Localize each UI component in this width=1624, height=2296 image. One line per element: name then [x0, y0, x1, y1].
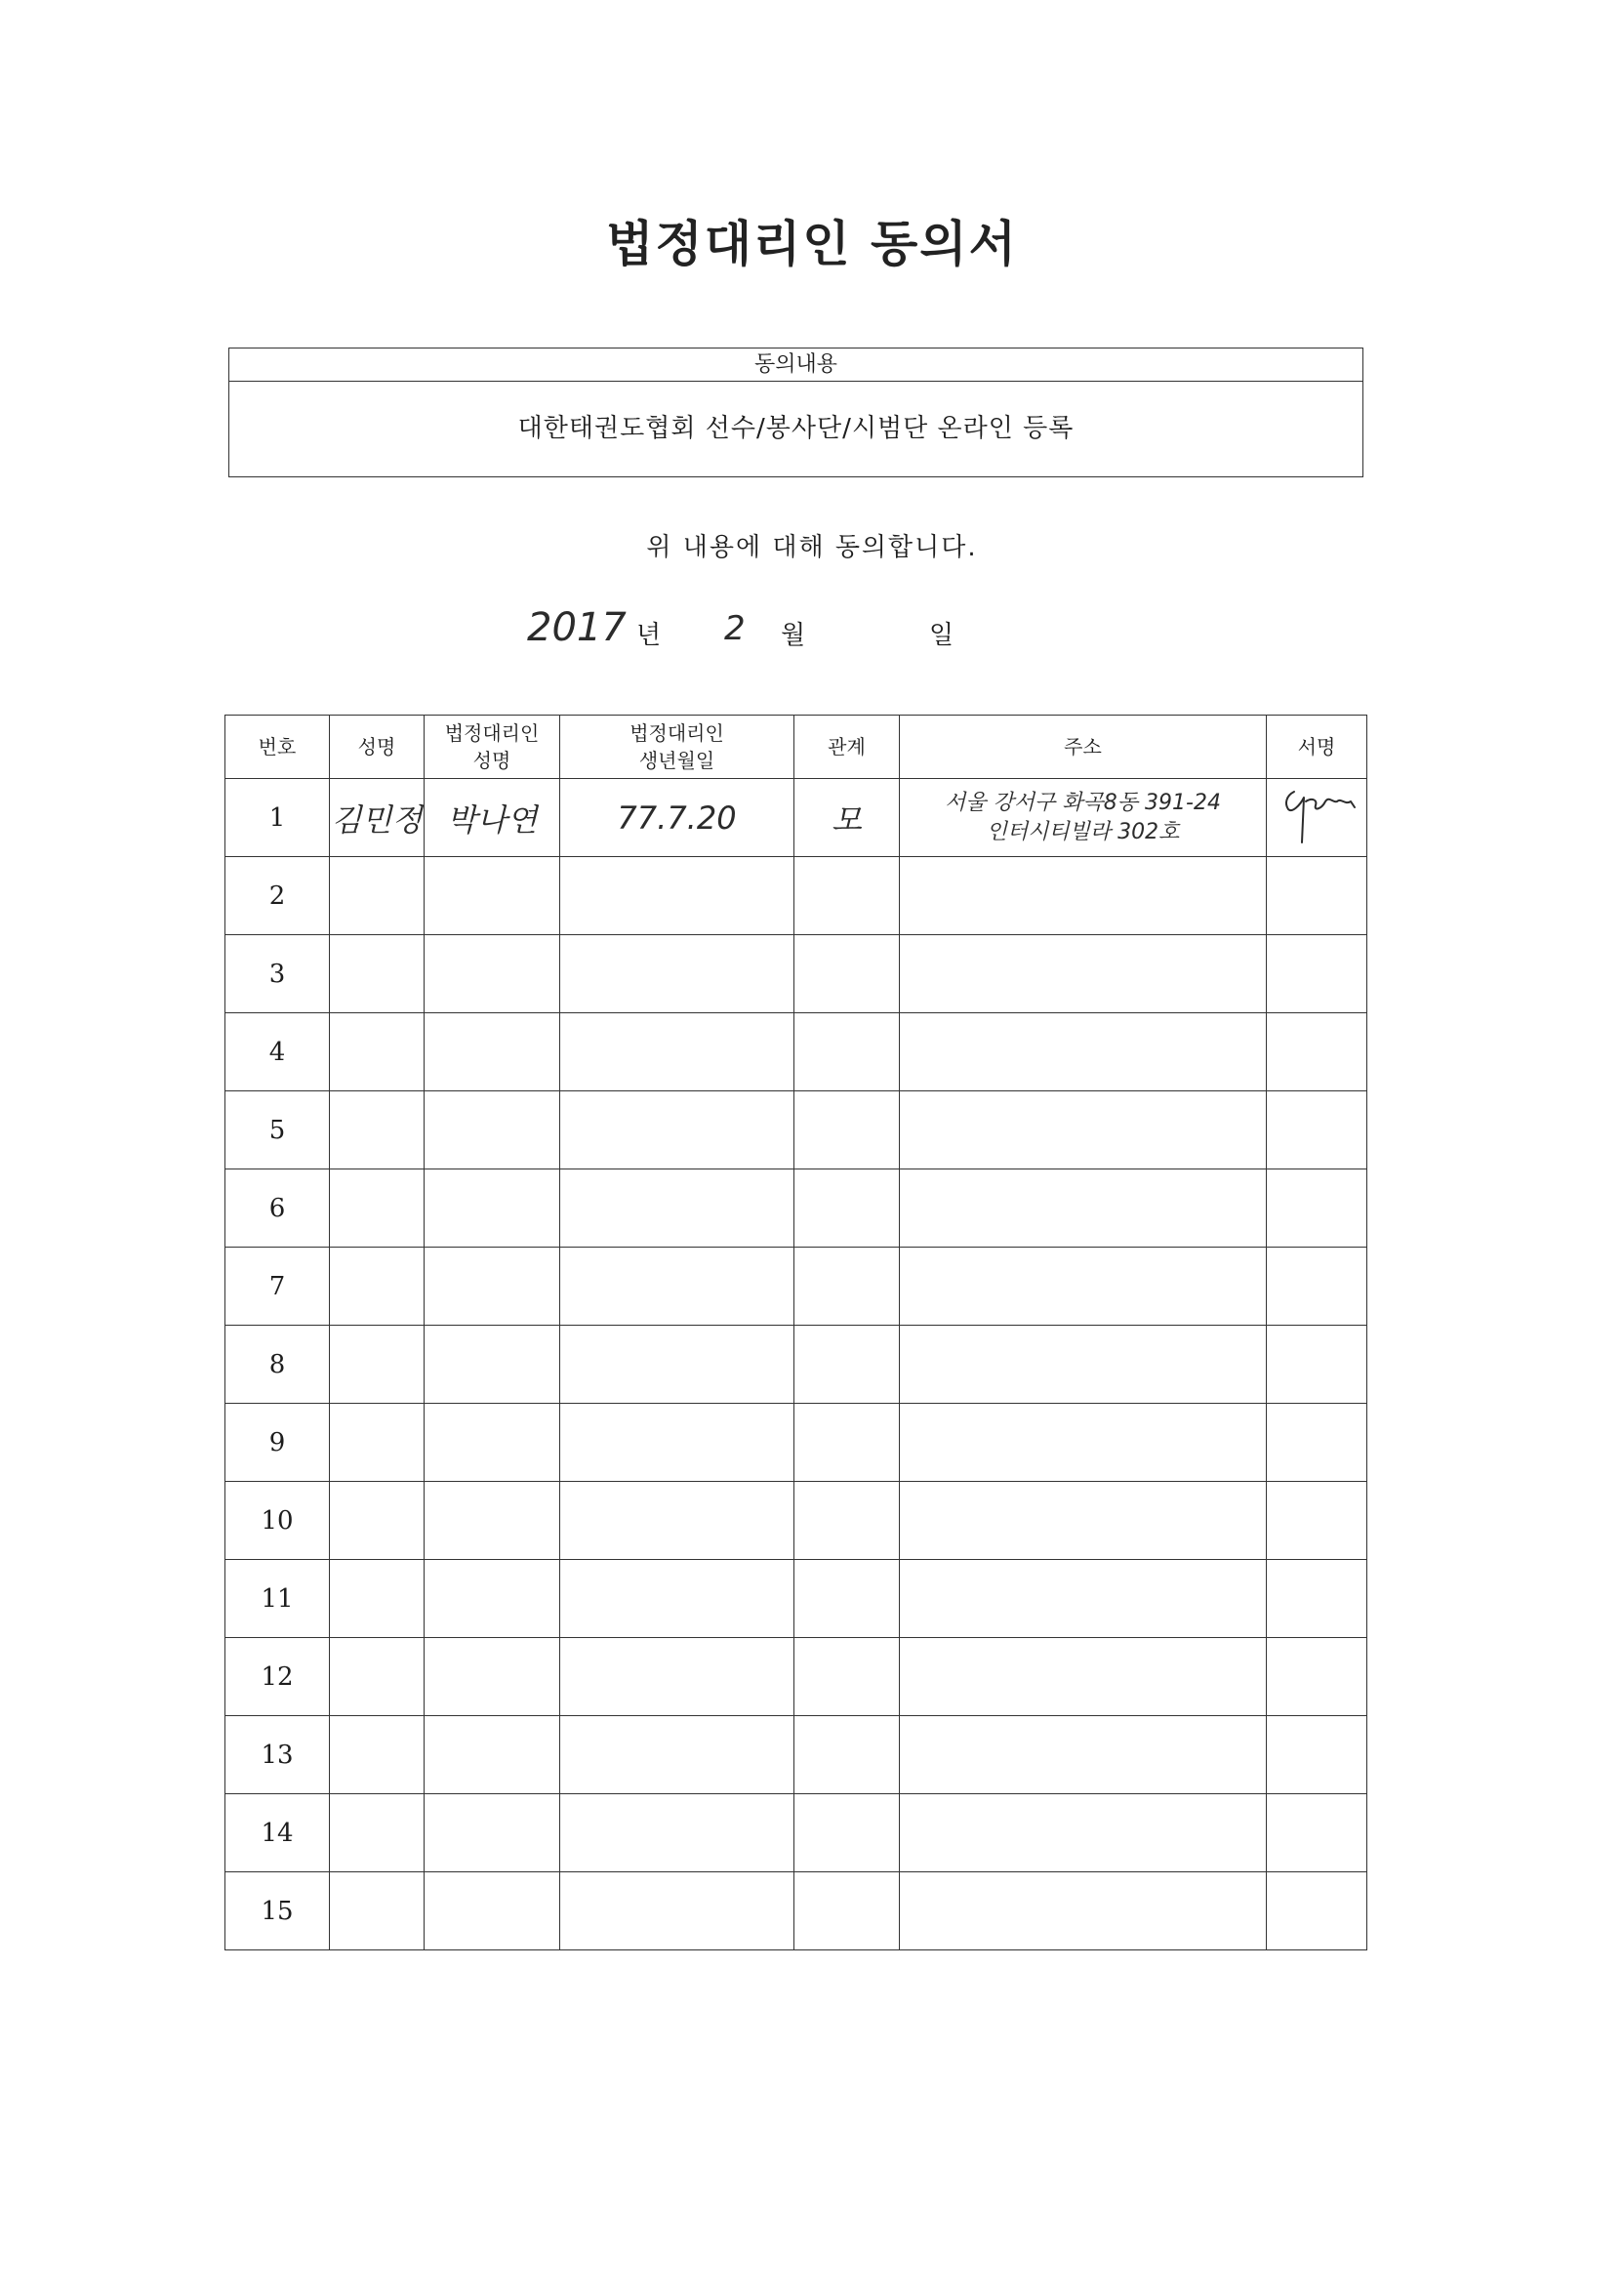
date-month-value: 2	[724, 609, 746, 648]
guardian-birth-cell	[560, 779, 794, 857]
relation-cell	[794, 935, 900, 1013]
relation-cell	[794, 1326, 900, 1404]
address-cell	[900, 1013, 1267, 1091]
address-cell	[900, 1248, 1267, 1326]
row-number-cell: 6	[225, 1169, 330, 1248]
signature-cell	[1267, 1716, 1367, 1794]
guardian-birth-cell	[560, 1248, 794, 1326]
signature-cell	[1267, 1872, 1367, 1950]
address-cell	[900, 1872, 1267, 1950]
relation-cell	[794, 1404, 900, 1482]
participant-name-cell	[330, 857, 425, 935]
header-name: 성명	[330, 716, 425, 779]
document-title: 법정대리인 동의서	[606, 216, 1018, 272]
guardian-name-cell	[425, 1638, 560, 1716]
agreement-statement: 위 내용에 대해 동의합니다.	[646, 533, 978, 562]
row-number-cell: 1	[225, 779, 330, 857]
table-row	[225, 1326, 1367, 1404]
relation-cell	[794, 1169, 900, 1248]
participant-name-cell	[330, 1326, 425, 1404]
participant-name-cell	[330, 1638, 425, 1716]
participant-name-cell	[330, 1482, 425, 1560]
guardian-birth-cell	[560, 857, 794, 935]
date-year-label: 년	[636, 621, 662, 650]
address-cell	[900, 1169, 1267, 1248]
guardian-name-cell	[425, 1560, 560, 1638]
guardian-name-cell	[425, 1326, 560, 1404]
guardian-birth-cell	[560, 1638, 794, 1716]
guardian-name-cell	[425, 779, 560, 857]
address-line-1: 서울 강서구 화곡8동 391-24	[945, 790, 1221, 815]
participant-name-cell	[330, 1794, 425, 1872]
guardian-birth-cell	[560, 1013, 794, 1091]
participant-name-cell	[330, 1248, 425, 1326]
date-day-label: 일	[929, 621, 954, 650]
row-number-cell: 13	[225, 1716, 330, 1794]
participant-name-cell	[330, 1013, 425, 1091]
participant-name-cell	[330, 1169, 425, 1248]
guardian-birth-cell	[560, 935, 794, 1013]
table-row	[225, 1013, 1367, 1091]
signature-cell	[1267, 1638, 1367, 1716]
table-header-row	[225, 716, 1367, 779]
participant-name: 김민정	[331, 800, 423, 839]
handwritten-signature-icon	[1273, 784, 1360, 852]
table-row	[225, 1248, 1367, 1326]
guardian-birth-cell	[560, 1091, 794, 1169]
signature-cell	[1267, 1482, 1367, 1560]
participant-name-cell	[330, 779, 425, 857]
guardian-name-cell	[425, 1872, 560, 1950]
signature-cell	[1267, 1248, 1367, 1326]
guardian-birth-cell	[560, 1169, 794, 1248]
relation-cell	[794, 1248, 900, 1326]
consent-header: 동의내용	[229, 348, 1362, 382]
header-relation: 관계	[794, 716, 900, 779]
address-cell	[900, 1404, 1267, 1482]
signature-cell	[1267, 1560, 1367, 1638]
row-number-cell: 10	[225, 1482, 330, 1560]
relation-cell	[794, 1794, 900, 1872]
signature-cell	[1267, 1404, 1367, 1482]
guardian-birth-cell	[560, 1560, 794, 1638]
relation-value: 모	[832, 800, 862, 839]
guardian-name-cell	[425, 1169, 560, 1248]
consent-content: 대한태권도협회 선수/봉사단/시범단 온라인 등록	[517, 414, 1075, 443]
row-number-cell: 11	[225, 1560, 330, 1638]
guardian-name-cell	[425, 1091, 560, 1169]
date-month-label: 월	[781, 621, 806, 650]
address-cell	[900, 1794, 1267, 1872]
header-number: 번호	[225, 716, 330, 779]
guardian-name-cell	[425, 1716, 560, 1794]
table-row	[225, 1404, 1367, 1482]
address-cell	[900, 935, 1267, 1013]
guardian-name-cell	[425, 857, 560, 935]
guardian-name-cell	[425, 1013, 560, 1091]
address-cell	[900, 1560, 1267, 1638]
guardian-name-cell	[425, 1794, 560, 1872]
table-row	[225, 1560, 1367, 1638]
relation-cell	[794, 1716, 900, 1794]
guardian-birthdate: 77.7.20	[617, 799, 737, 837]
row-number-cell: 5	[225, 1091, 330, 1169]
guardian-birth-cell	[560, 1404, 794, 1482]
address-cell	[900, 1638, 1267, 1716]
row-number-cell: 7	[225, 1248, 330, 1326]
table-row	[225, 935, 1367, 1013]
table-row	[225, 779, 1367, 857]
guardian-table	[224, 715, 1367, 1950]
signature-cell	[1267, 857, 1367, 935]
participant-name-cell	[330, 1560, 425, 1638]
row-number-cell: 2	[225, 857, 330, 935]
table-row	[225, 1872, 1367, 1950]
relation-cell	[794, 1872, 900, 1950]
relation-cell	[794, 1638, 900, 1716]
header-signature: 서명	[1267, 716, 1367, 779]
table-row	[225, 1638, 1367, 1716]
row-number-cell: 9	[225, 1404, 330, 1482]
signature-cell	[1267, 779, 1367, 857]
guardian-name-cell	[425, 1404, 560, 1482]
date-line	[0, 605, 1624, 664]
signature-cell	[1267, 1091, 1367, 1169]
signature-cell	[1267, 1013, 1367, 1091]
relation-cell	[794, 1482, 900, 1560]
table-row	[225, 1169, 1367, 1248]
relation-cell	[794, 1091, 900, 1169]
signature-cell	[1267, 935, 1367, 1013]
guardian-birth-cell	[560, 1326, 794, 1404]
participant-name-cell	[330, 1716, 425, 1794]
guardian-name-cell	[425, 1248, 560, 1326]
signature-cell	[1267, 1794, 1367, 1872]
guardian-name: 박나연	[446, 800, 538, 839]
signature-cell	[1267, 1169, 1367, 1248]
date-year-value: 2017	[527, 605, 627, 650]
guardian-birth-cell	[560, 1716, 794, 1794]
guardian-name-cell	[425, 1482, 560, 1560]
guardian-birth-cell	[560, 1794, 794, 1872]
consent-box	[228, 348, 1363, 477]
row-number-cell: 15	[225, 1872, 330, 1950]
signature-cell	[1267, 1326, 1367, 1404]
address-cell	[900, 1716, 1267, 1794]
participant-name-cell	[330, 935, 425, 1013]
header-guardian-birth: 법정대리인 생년월일	[560, 716, 794, 779]
table-row	[225, 1794, 1367, 1872]
guardian-birth-cell	[560, 1482, 794, 1560]
row-number-cell: 8	[225, 1326, 330, 1404]
relation-cell	[794, 1013, 900, 1091]
row-number-cell: 3	[225, 935, 330, 1013]
participant-name-cell	[330, 1404, 425, 1482]
table-row	[225, 857, 1367, 935]
address-cell	[900, 1326, 1267, 1404]
address-line-2: 인터시티빌라 302호	[986, 819, 1180, 844]
address-cell	[900, 857, 1267, 935]
row-number-cell: 12	[225, 1638, 330, 1716]
guardian-birth-cell	[560, 1872, 794, 1950]
guardian-name-cell	[425, 935, 560, 1013]
address-cell	[900, 779, 1267, 857]
row-number-cell: 4	[225, 1013, 330, 1091]
relation-cell	[794, 857, 900, 935]
header-address: 주소	[900, 716, 1267, 779]
participant-name-cell	[330, 1872, 425, 1950]
address-cell	[900, 1091, 1267, 1169]
relation-cell	[794, 779, 900, 857]
table-row	[225, 1482, 1367, 1560]
table-row	[225, 1091, 1367, 1169]
table-row	[225, 1716, 1367, 1794]
address-cell	[900, 1482, 1267, 1560]
row-number-cell: 14	[225, 1794, 330, 1872]
relation-cell	[794, 1560, 900, 1638]
header-guardian-name: 법정대리인 성명	[425, 716, 560, 779]
participant-name-cell	[330, 1091, 425, 1169]
